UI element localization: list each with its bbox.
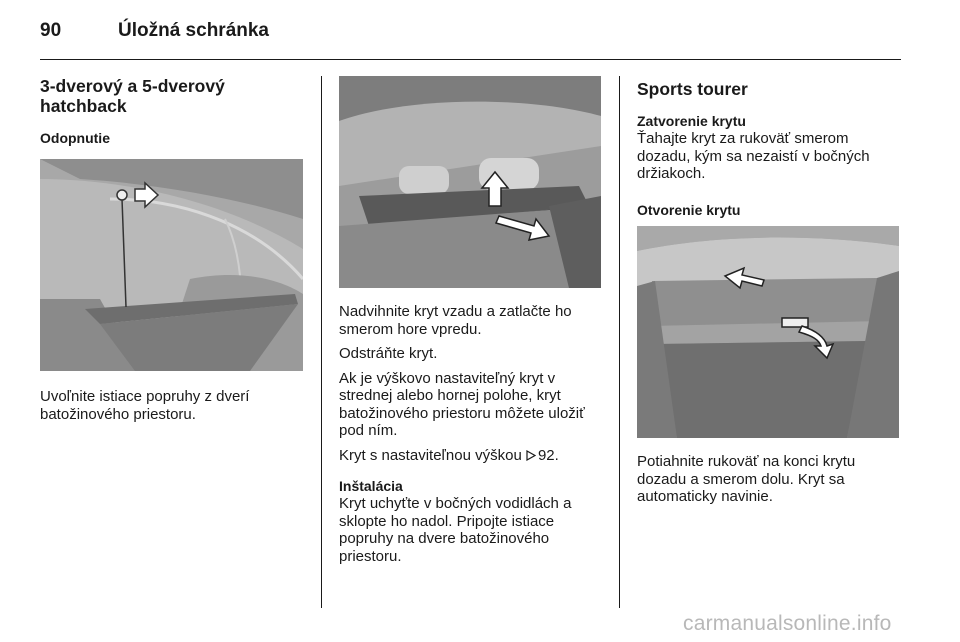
left-column	[40, 76, 308, 147]
right-caption	[637, 453, 902, 506]
caption-line: dozadu a smerom dolu. Kryt sa	[637, 470, 845, 488]
figure-open-cover	[637, 226, 899, 438]
caption-line: automaticky navinie.	[637, 488, 773, 505]
page-reference-line	[339, 447, 611, 465]
figure-release-straps	[40, 159, 303, 371]
page-number: 90	[40, 20, 62, 41]
subheading-otvorenie: Otvorenie krytu	[637, 201, 741, 218]
header-rule	[40, 59, 901, 60]
body-line: sklopte ho nadol. Pripojte istiace	[339, 512, 555, 530]
body-line: Odstráňte kryt.	[339, 345, 438, 362]
subheading-zatvorenie: Zatvorenie krytu	[637, 113, 746, 129]
left-caption	[40, 388, 308, 423]
subheading-instalacia: Inštalácia	[339, 478, 403, 494]
figure-remove-cover	[339, 76, 601, 288]
column-divider-left	[321, 76, 322, 608]
caption-line: batožinového priestoru.	[40, 405, 196, 423]
body-line: dozadu, kým sa nezaistí v bočných	[637, 147, 870, 165]
body-line: popruhy na dvere batožinového	[339, 530, 550, 547]
body-line: pod ním.	[339, 422, 398, 439]
body-line: Ak je výškovo nastaviteľný kryt v	[339, 369, 556, 387]
heading-line: hatchback	[40, 96, 127, 116]
chapter-title: Úložná schránka	[118, 20, 269, 41]
body-line: priestoru.	[339, 547, 402, 565]
caption-line: Potiahnite rukoväť na konci krytu	[637, 453, 856, 470]
column-divider-right	[619, 76, 620, 608]
reference-page-link[interactable]: 92.	[537, 446, 559, 464]
body-line: Nadvihnite kryt vzadu a zatlačte ho	[339, 303, 572, 320]
body-line: strednej alebo hornej polohe, kryt	[339, 387, 561, 404]
body-line: Kryt uchyťte v bočných vodidlách a	[339, 495, 572, 512]
body-line: Ťahajte kryt za rukoväť smerom	[637, 130, 849, 147]
caption-line: Uvoľnite istiace popruhy z dverí	[40, 388, 250, 405]
body-line: batožinového priestoru môžete uložiť	[339, 404, 585, 422]
body-line: držiakoch.	[637, 165, 706, 182]
watermark-text[interactable]: carmanualsonline.info	[683, 612, 892, 635]
right-column	[637, 79, 902, 219]
section-heading-sports-tourer: Sports tourer	[637, 79, 748, 99]
body-line: smerom hore vpredu.	[339, 320, 482, 338]
middle-text	[339, 303, 611, 565]
heading-line: 3-dverový a 5-dverový	[40, 76, 225, 96]
section-heading-hatchback	[40, 76, 308, 116]
page-reference-triangle-icon	[526, 450, 536, 461]
subheading-odopnutie: Odopnutie	[40, 130, 110, 146]
reference-text: Kryt s nastaviteľnou výškou	[339, 446, 526, 464]
